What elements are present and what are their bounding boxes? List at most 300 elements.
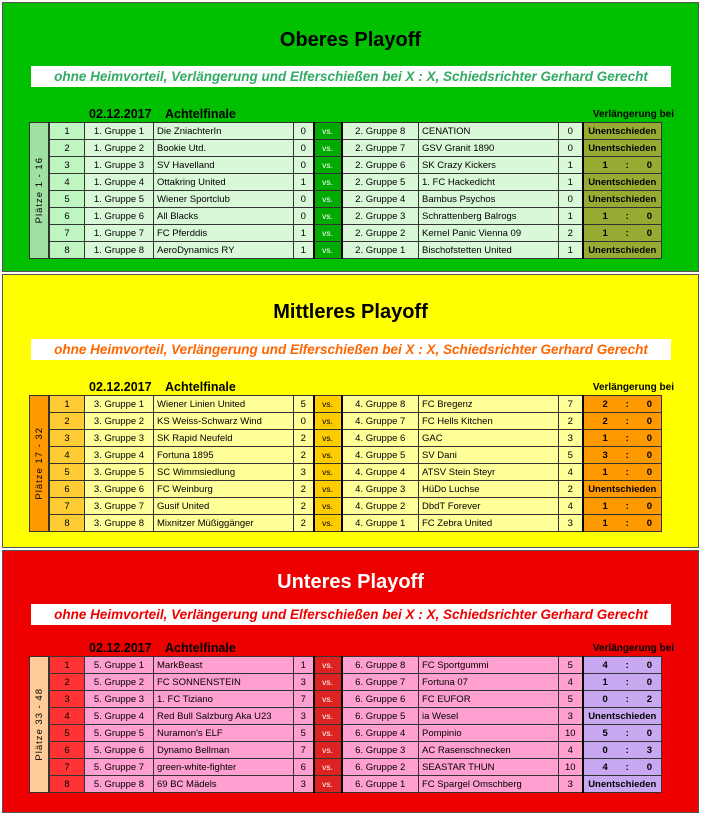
away-team: ia Wesel (419, 708, 559, 725)
versus-label: vs. (314, 174, 342, 191)
extension-label: Verlängerung bei (592, 382, 674, 393)
home-team: KS Weiss-Schwarz Wind (154, 413, 294, 430)
home-team: Wiener Linien United (154, 396, 294, 413)
home-score: 5 (294, 725, 314, 742)
away-team: SV Dani (419, 447, 559, 464)
home-score: 0 (294, 191, 314, 208)
score-separator: : (625, 727, 629, 739)
score-separator: : (625, 159, 629, 171)
match-row (50, 725, 662, 742)
away-score: 4 (559, 674, 583, 691)
extension-result: Unentschieden (583, 481, 662, 498)
home-score: 0 (294, 157, 314, 174)
match-number: 4 (50, 174, 85, 191)
away-score: 1 (559, 208, 583, 225)
match-number: 4 (50, 708, 85, 725)
match-row (50, 191, 662, 208)
extension-score: 1 (602, 500, 608, 512)
extension-score: 0 (646, 159, 652, 171)
match-number: 4 (50, 447, 85, 464)
match-row (50, 208, 662, 225)
away-group: 4. Gruppe 1 (342, 515, 419, 532)
extension-score: 2 (646, 693, 652, 705)
match-row (50, 691, 662, 708)
versus-label: vs. (314, 657, 342, 674)
versus-label: vs. (314, 396, 342, 413)
away-group: 2. Gruppe 3 (342, 208, 419, 225)
home-group: 3. Gruppe 2 (85, 413, 154, 430)
away-group: 4. Gruppe 3 (342, 481, 419, 498)
away-score: 0 (559, 191, 583, 208)
home-group: 1. Gruppe 7 (85, 225, 154, 242)
away-team: 1. FC Hackedicht (419, 174, 559, 191)
away-team: FC Bregenz (419, 396, 559, 413)
match-row (50, 776, 662, 793)
home-team: FC Weinburg (154, 481, 294, 498)
score-separator: : (625, 466, 629, 478)
score-separator: : (625, 449, 629, 461)
versus-label: vs. (314, 464, 342, 481)
home-group: 5. Gruppe 3 (85, 691, 154, 708)
away-team: Pompinio (419, 725, 559, 742)
home-team: SK Rapid Neufeld (154, 430, 294, 447)
versus-label: vs. (314, 481, 342, 498)
extension-score: 0 (646, 227, 652, 239)
extension-score: 0 (646, 466, 652, 478)
home-team: Dynamo Bellman (154, 742, 294, 759)
home-score: 5 (294, 396, 314, 413)
extension-score: 4 (602, 761, 608, 773)
away-group: 4. Gruppe 7 (342, 413, 419, 430)
extension-result (583, 396, 662, 413)
home-team: MarkBeast (154, 657, 294, 674)
away-group: 2. Gruppe 5 (342, 174, 419, 191)
score-separator: : (625, 398, 629, 410)
section-oberes-playoff (2, 2, 699, 272)
match-number: 6 (50, 742, 85, 759)
score-separator: : (625, 500, 629, 512)
match-row (50, 481, 662, 498)
score-separator: : (625, 659, 629, 671)
extension-result (583, 691, 662, 708)
extension-score: 3 (646, 744, 652, 756)
home-team: 69 BC Mädels (154, 776, 294, 793)
away-group: 2. Gruppe 2 (342, 225, 419, 242)
versus-label: vs. (314, 498, 342, 515)
away-score: 10 (559, 759, 583, 776)
away-score: 2 (559, 225, 583, 242)
away-group: 4. Gruppe 8 (342, 396, 419, 413)
match-row (50, 464, 662, 481)
match-row (50, 657, 662, 674)
away-team: ATSV Stein Steyr (419, 464, 559, 481)
extension-result (583, 430, 662, 447)
match-row (50, 123, 662, 140)
extension-score: 0 (602, 693, 608, 705)
home-team: green-white-fighter (154, 759, 294, 776)
section-unteres-playoff (2, 550, 699, 813)
extension-score: 5 (602, 727, 608, 739)
home-team: Die ZniachterIn (154, 123, 294, 140)
away-score: 3 (559, 515, 583, 532)
section-title: Unteres Playoff (277, 571, 424, 593)
home-group: 1. Gruppe 1 (85, 123, 154, 140)
home-group: 1. Gruppe 5 (85, 191, 154, 208)
extension-result (583, 413, 662, 430)
match-row (50, 242, 662, 259)
away-group: 2. Gruppe 6 (342, 157, 419, 174)
versus-label: vs. (314, 208, 342, 225)
home-group: 3. Gruppe 1 (85, 396, 154, 413)
extension-score: 0 (646, 517, 652, 529)
away-group: 2. Gruppe 8 (342, 123, 419, 140)
section-mittleres-playoff (2, 274, 699, 548)
home-team: Wiener Sportclub (154, 191, 294, 208)
places-label: Plätze 17 - 32 (29, 395, 49, 532)
extension-result (583, 742, 662, 759)
home-group: 5. Gruppe 6 (85, 742, 154, 759)
match-table (49, 122, 662, 259)
versus-label: vs. (314, 708, 342, 725)
home-group: 3. Gruppe 8 (85, 515, 154, 532)
extension-score: 0 (646, 432, 652, 444)
home-score: 0 (294, 123, 314, 140)
away-score: 1 (559, 157, 583, 174)
away-team: FC Hells Kitchen (419, 413, 559, 430)
away-score: 3 (559, 708, 583, 725)
away-team: FC Spargel Omschberg (419, 776, 559, 793)
extension-score: 0 (646, 727, 652, 739)
home-group: 3. Gruppe 4 (85, 447, 154, 464)
extension-score: 3 (602, 449, 608, 461)
extension-score: 1 (602, 517, 608, 529)
extension-score: 2 (602, 398, 608, 410)
rules-banner: ohne Heimvorteil, Verlängerung und Elferschießen bei X : X, Schiedsrichter Gerhard Gerecht (31, 604, 671, 625)
versus-label: vs. (314, 413, 342, 430)
extension-score: 1 (602, 210, 608, 222)
away-score: 4 (559, 742, 583, 759)
home-group: 5. Gruppe 5 (85, 725, 154, 742)
match-row (50, 742, 662, 759)
match-row (50, 413, 662, 430)
home-score: 1 (294, 657, 314, 674)
extension-score: 1 (602, 159, 608, 171)
match-number: 8 (50, 515, 85, 532)
extension-score: 1 (602, 466, 608, 478)
extension-result (583, 208, 662, 225)
away-group: 4. Gruppe 5 (342, 447, 419, 464)
match-row (50, 157, 662, 174)
versus-label: vs. (314, 674, 342, 691)
match-number: 5 (50, 191, 85, 208)
rules-banner: ohne Heimvorteil, Verlängerung und Elferschießen bei X : X, Schiedsrichter Gerhard Gerecht (31, 339, 671, 360)
home-team: Bookie Utd. (154, 140, 294, 157)
away-score: 5 (559, 691, 583, 708)
match-number: 2 (50, 674, 85, 691)
away-team: Fortuna 07 (419, 674, 559, 691)
extension-score: 0 (646, 659, 652, 671)
away-team: Kernel Panic Vienna 09 (419, 225, 559, 242)
match-number: 7 (50, 498, 85, 515)
versus-label: vs. (314, 430, 342, 447)
score-separator: : (625, 432, 629, 444)
extension-score: 0 (602, 744, 608, 756)
round-label: Achtelfinale (165, 107, 236, 121)
home-team: Ottakring United (154, 174, 294, 191)
match-number: 2 (50, 413, 85, 430)
extension-result (583, 498, 662, 515)
away-team: GAC (419, 430, 559, 447)
away-score: 5 (559, 657, 583, 674)
match-number: 2 (50, 140, 85, 157)
extension-label: Verlängerung bei (592, 109, 674, 120)
extension-score: 0 (646, 398, 652, 410)
match-number: 5 (50, 464, 85, 481)
extension-result (583, 447, 662, 464)
versus-label: vs. (314, 242, 342, 259)
away-score: 10 (559, 725, 583, 742)
versus-label: vs. (314, 515, 342, 532)
away-team: CENATION (419, 123, 559, 140)
away-team: HüDo Luchse (419, 481, 559, 498)
extension-result: Unentschieden (583, 776, 662, 793)
extension-score: 2 (602, 415, 608, 427)
score-separator: : (625, 415, 629, 427)
score-separator: : (625, 693, 629, 705)
versus-label: vs. (314, 447, 342, 464)
match-number: 3 (50, 157, 85, 174)
extension-score: 1 (602, 676, 608, 688)
away-team: Schrattenberg Balrogs (419, 208, 559, 225)
home-score: 0 (294, 208, 314, 225)
extension-result (583, 157, 662, 174)
match-row (50, 396, 662, 413)
away-score: 4 (559, 498, 583, 515)
away-score: 2 (559, 413, 583, 430)
match-number: 1 (50, 657, 85, 674)
away-group: 2. Gruppe 7 (342, 140, 419, 157)
round-label: Achtelfinale (165, 380, 236, 394)
extension-score: 0 (646, 676, 652, 688)
home-score: 3 (294, 674, 314, 691)
match-row (50, 674, 662, 691)
section-title: Oberes Playoff (279, 29, 422, 51)
match-row (50, 498, 662, 515)
match-row (50, 140, 662, 157)
home-team: FC SONNENSTEIN (154, 674, 294, 691)
extension-result: Unentschieden (583, 123, 662, 140)
match-number: 6 (50, 481, 85, 498)
match-row (50, 708, 662, 725)
away-group: 6. Gruppe 3 (342, 742, 419, 759)
match-date: 02.12.2017 (89, 641, 152, 655)
home-score: 0 (294, 413, 314, 430)
score-separator: : (625, 676, 629, 688)
section-title: Mittleres Playoff (273, 301, 428, 323)
away-score: 4 (559, 464, 583, 481)
home-team: Fortuna 1895 (154, 447, 294, 464)
away-score: 0 (559, 140, 583, 157)
extension-result (583, 759, 662, 776)
home-group: 3. Gruppe 5 (85, 464, 154, 481)
home-score: 2 (294, 481, 314, 498)
home-group: 1. Gruppe 8 (85, 242, 154, 259)
home-team: AeroDynamics RY (154, 242, 294, 259)
home-score: 6 (294, 759, 314, 776)
away-score: 2 (559, 481, 583, 498)
extension-result: Unentschieden (583, 140, 662, 157)
home-group: 3. Gruppe 6 (85, 481, 154, 498)
match-date: 02.12.2017 (89, 107, 152, 121)
away-score: 1 (559, 174, 583, 191)
home-group: 5. Gruppe 4 (85, 708, 154, 725)
score-separator: : (625, 517, 629, 529)
match-row (50, 447, 662, 464)
home-score: 1 (294, 174, 314, 191)
extension-score: 0 (646, 415, 652, 427)
versus-label: vs. (314, 191, 342, 208)
match-number: 3 (50, 691, 85, 708)
match-row (50, 515, 662, 532)
home-team: SV Havelland (154, 157, 294, 174)
score-separator: : (625, 744, 629, 756)
away-group: 4. Gruppe 4 (342, 464, 419, 481)
versus-label: vs. (314, 123, 342, 140)
home-score: 7 (294, 691, 314, 708)
home-score: 1 (294, 242, 314, 259)
away-team: AC Rasenschnecken (419, 742, 559, 759)
versus-label: vs. (314, 759, 342, 776)
versus-label: vs. (314, 157, 342, 174)
score-separator: : (625, 210, 629, 222)
match-table (49, 656, 662, 793)
away-score: 3 (559, 776, 583, 793)
home-team: FC Pferddis (154, 225, 294, 242)
score-separator: : (625, 761, 629, 773)
home-score: 1 (294, 225, 314, 242)
score-separator: : (625, 227, 629, 239)
extension-result (583, 225, 662, 242)
home-score: 7 (294, 742, 314, 759)
away-team: SK Crazy Kickers (419, 157, 559, 174)
home-team: Nuramon's ELF (154, 725, 294, 742)
away-group: 6. Gruppe 5 (342, 708, 419, 725)
extension-score: 1 (602, 432, 608, 444)
away-group: 6. Gruppe 2 (342, 759, 419, 776)
places-label: Plätze 1 - 16 (29, 122, 49, 259)
extension-result: Unentschieden (583, 174, 662, 191)
away-team: Bischofstetten United (419, 242, 559, 259)
away-group: 4. Gruppe 6 (342, 430, 419, 447)
away-score: 7 (559, 396, 583, 413)
match-number: 7 (50, 759, 85, 776)
home-group: 3. Gruppe 7 (85, 498, 154, 515)
away-score: 3 (559, 430, 583, 447)
away-team: Bambus Psychos (419, 191, 559, 208)
away-group: 6. Gruppe 1 (342, 776, 419, 793)
away-group: 2. Gruppe 4 (342, 191, 419, 208)
extension-result (583, 674, 662, 691)
extension-result: Unentschieden (583, 191, 662, 208)
away-group: 2. Gruppe 1 (342, 242, 419, 259)
versus-label: vs. (314, 225, 342, 242)
extension-label: Verlängerung bei (592, 643, 674, 654)
home-team: All Blacks (154, 208, 294, 225)
away-group: 6. Gruppe 8 (342, 657, 419, 674)
match-number: 7 (50, 225, 85, 242)
home-score: 0 (294, 140, 314, 157)
versus-label: vs. (314, 742, 342, 759)
extension-score: 1 (602, 227, 608, 239)
home-score: 2 (294, 498, 314, 515)
match-number: 1 (50, 123, 85, 140)
home-score: 2 (294, 515, 314, 532)
rules-banner: ohne Heimvorteil, Verlängerung und Elferschießen bei X : X, Schiedsrichter Gerhard Gerecht (31, 66, 671, 87)
home-group: 5. Gruppe 2 (85, 674, 154, 691)
home-group: 3. Gruppe 3 (85, 430, 154, 447)
versus-label: vs. (314, 725, 342, 742)
home-team: 1. FC Tiziano (154, 691, 294, 708)
versus-label: vs. (314, 691, 342, 708)
away-group: 6. Gruppe 4 (342, 725, 419, 742)
away-group: 4. Gruppe 2 (342, 498, 419, 515)
match-number: 1 (50, 396, 85, 413)
match-row (50, 225, 662, 242)
extension-score: 0 (646, 500, 652, 512)
home-score: 3 (294, 464, 314, 481)
match-row (50, 759, 662, 776)
home-score: 3 (294, 776, 314, 793)
home-group: 5. Gruppe 7 (85, 759, 154, 776)
away-group: 6. Gruppe 7 (342, 674, 419, 691)
extension-result (583, 725, 662, 742)
home-team: Red Bull Salzburg Aka U23 (154, 708, 294, 725)
versus-label: vs. (314, 776, 342, 793)
home-group: 5. Gruppe 1 (85, 657, 154, 674)
extension-score: 0 (646, 449, 652, 461)
match-row (50, 174, 662, 191)
extension-score: 4 (602, 659, 608, 671)
away-team: FC Zebra United (419, 515, 559, 532)
away-score: 1 (559, 242, 583, 259)
away-score: 0 (559, 123, 583, 140)
match-number: 3 (50, 430, 85, 447)
home-score: 3 (294, 708, 314, 725)
home-score: 2 (294, 430, 314, 447)
home-group: 1. Gruppe 2 (85, 140, 154, 157)
away-team: FC EUFOR (419, 691, 559, 708)
versus-label: vs. (314, 140, 342, 157)
away-team: GSV Granit 1890 (419, 140, 559, 157)
extension-score: 0 (646, 761, 652, 773)
places-label: Plätze 33 - 48 (29, 656, 49, 793)
home-group: 1. Gruppe 6 (85, 208, 154, 225)
away-score: 5 (559, 447, 583, 464)
match-number: 6 (50, 208, 85, 225)
home-team: Gusif United (154, 498, 294, 515)
away-team: FC Sportgummi (419, 657, 559, 674)
home-group: 1. Gruppe 4 (85, 174, 154, 191)
home-score: 2 (294, 447, 314, 464)
extension-result (583, 515, 662, 532)
extension-result (583, 464, 662, 481)
extension-score: 0 (646, 210, 652, 222)
match-number: 8 (50, 242, 85, 259)
match-row (50, 430, 662, 447)
home-team: SC Wimmsiedlung (154, 464, 294, 481)
home-team: Mixnitzer Müßiggänger (154, 515, 294, 532)
home-group: 1. Gruppe 3 (85, 157, 154, 174)
